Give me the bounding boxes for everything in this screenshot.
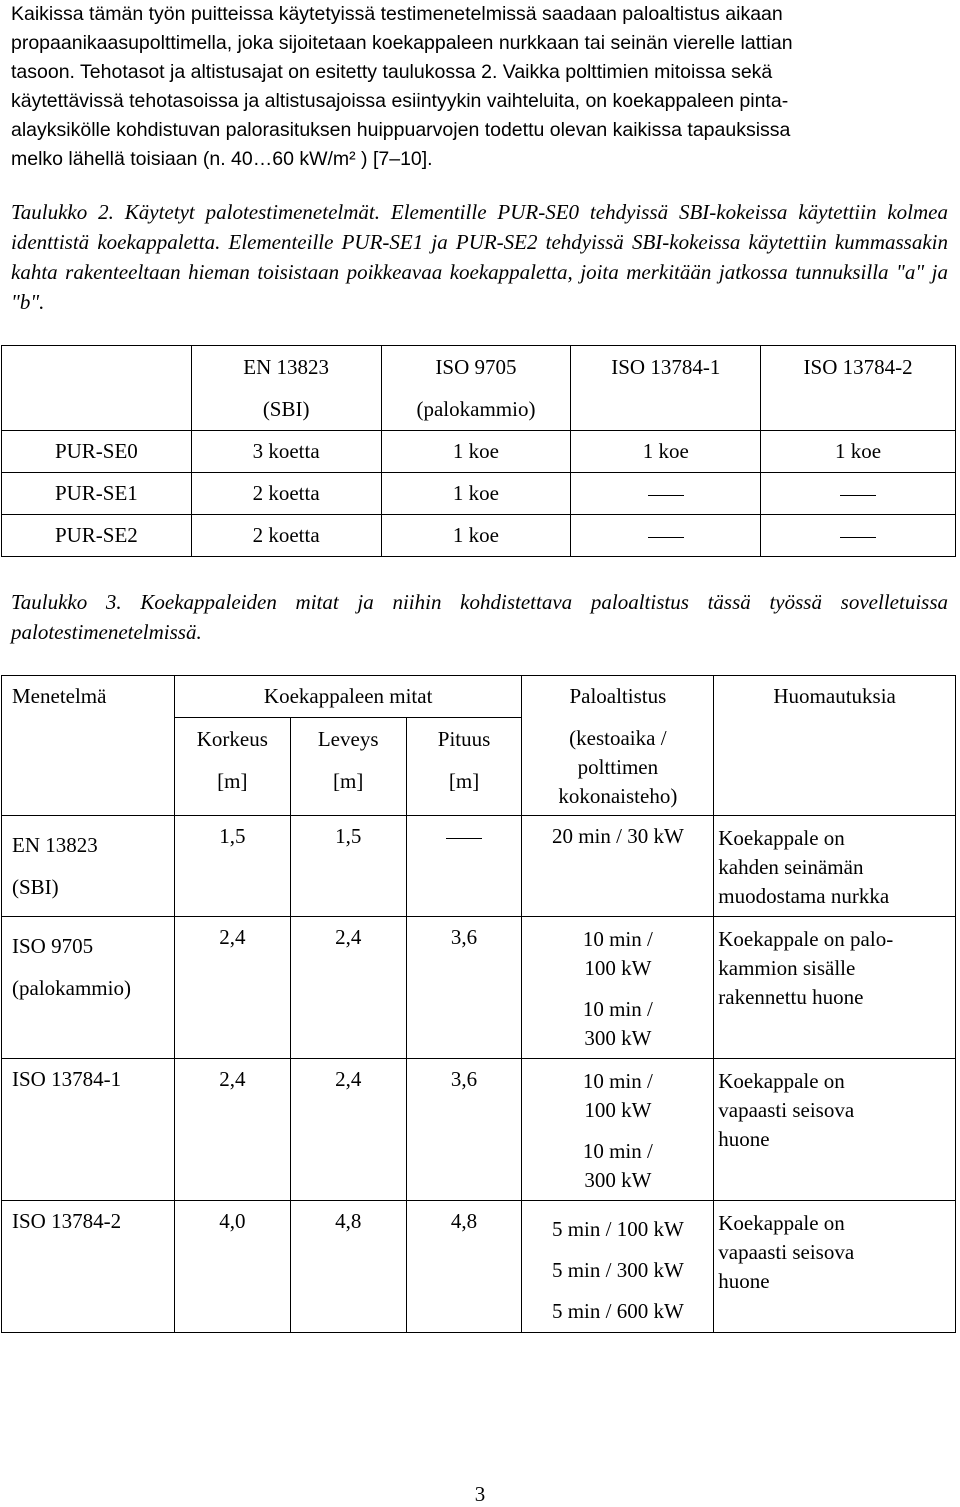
table-cell: [761, 473, 956, 515]
table-cell-fire: 5 min / 100 kW 5 min / 300 kW 5 min / 600 kW: [522, 1201, 714, 1333]
intro-line: käytettävissä tehotasoissa ja altistusajoissa esiintyykin vaihteluita, on koekappaleen pinta-: [11, 90, 789, 112]
table-row: [2, 917, 956, 1059]
table2-caption: Taulukko 2. Käytetyt palotestimenetelmät. Elementille PUR-SE0 tehdyissä SBI-kokeissa käytettiin kolmea identtistä koekappaletta. Elementeille PUR-SE1 ja PUR-SE2 tehdyissä SBI-kokeissa käytettiin kummassakin kahta rakenteeltaan hieman toisistaan poikkeavaa koekappaletta, joita merkitään jatkossa tunnuksilla "a" ja "b".: [11, 200, 948, 314]
table-cell: 1 koe: [571, 431, 761, 473]
table2-header-cell: ISO 9705 (palokammio): [381, 346, 571, 431]
table2: [1, 345, 956, 557]
table-cell-fire: 10 min / 100 kW 10 min / 300 kW: [522, 917, 714, 1059]
table-row: [2, 431, 956, 473]
table-cell-notes: Koekappale on vapaasti seisova huone: [714, 1201, 956, 1333]
table-cell: PUR-SE0: [2, 431, 192, 473]
dash-mark: [840, 537, 876, 538]
table-cell: 2,4: [290, 917, 406, 1059]
table-cell: 2 koetta: [191, 473, 381, 515]
table2-header-empty: [2, 346, 192, 431]
table-cell-notes: Koekappale on kahden seinämän muodostama nurkka: [714, 816, 956, 917]
table-cell: 1 koe: [381, 431, 571, 473]
table-cell: [571, 473, 761, 515]
table-cell-fire: 10 min / 100 kW 10 min / 300 kW: [522, 1059, 714, 1201]
table-row: [2, 515, 956, 557]
intro-line: alayksikölle kohdistuvan palorasituksen huippuarvojen todettu olevan kaikissa tapauksissa: [11, 119, 791, 141]
page-number: 3: [474, 1482, 486, 1506]
table-cell: 2 koetta: [191, 515, 381, 557]
table-cell: 1 koe: [381, 515, 571, 557]
table-cell: PUR-SE2: [2, 515, 192, 557]
table-cell: 4,0: [174, 1201, 290, 1333]
table-cell: 3 koetta: [191, 431, 381, 473]
intro-line: melko lähellä toisiaan (n. 40…60 kW/m² ) [7–10].: [11, 148, 433, 170]
table3-caption: Taulukko 3. Koekappaleiden mitat ja niihin kohdistettava paloaltistus tässä työssä sovelletuissa palotestimenetelmissä.: [11, 590, 948, 644]
table-cell-notes: Koekappale on vapaasti seisova huone: [714, 1059, 956, 1201]
table-cell: 20 min / 30 kW: [522, 816, 714, 917]
table-cell: 3,6: [406, 1059, 522, 1201]
table-cell-method: EN 13823 (SBI): [2, 816, 175, 917]
table3-header-dims: Koekappaleen mitat: [174, 676, 522, 718]
table3: [1, 675, 956, 1333]
table-cell: [406, 816, 522, 917]
table-cell-notes: Koekappale on palo- kammion sisälle rakennettu huone: [714, 917, 956, 1059]
intro-line: propaanikaasupolttimella, joka sijoitetaan koekappaleen nurkkaan tai seinän vierelle lattian: [11, 32, 793, 54]
table-cell: PUR-SE1: [2, 473, 192, 515]
table-cell: 4,8: [406, 1201, 522, 1333]
dash-mark: [648, 495, 684, 496]
table-row: [2, 816, 956, 917]
table2-header-row: [2, 346, 956, 431]
dash-mark: [446, 838, 482, 839]
intro-paragraph: [11, 0, 948, 174]
table-cell-method: ISO 9705 (palokammio): [2, 917, 175, 1059]
table3-header-notes: Huomautuksia: [714, 676, 956, 816]
table3-header-height: Korkeus [m]: [174, 718, 290, 816]
table-cell-method: ISO 13784-1: [2, 1059, 175, 1201]
table-cell: 2,4: [174, 917, 290, 1059]
table-cell-method: ISO 13784-2: [2, 1201, 175, 1333]
table-cell: [571, 515, 761, 557]
table-cell: 1,5: [290, 816, 406, 917]
table-cell: 1,5: [174, 816, 290, 917]
table3-header-fire-sub: (kestoaika / polttimen kokonaisteho): [522, 718, 714, 816]
table2-header-cell: ISO 13784-1: [571, 346, 761, 431]
intro-line: Kaikissa tämän työn puitteissa käytetyissä testimenetelmissä saadaan paloaltistus aikaan: [11, 3, 783, 25]
table-cell: 2,4: [290, 1059, 406, 1201]
table3-header-row: [2, 676, 956, 718]
table-cell: 2,4: [174, 1059, 290, 1201]
table2-header-cell: EN 13823 (SBI): [191, 346, 381, 431]
table-cell: 1 koe: [761, 431, 956, 473]
dash-mark: [840, 495, 876, 496]
table-row: [2, 473, 956, 515]
table3-header-method: Menetelmä: [2, 676, 175, 816]
intro-line: tasoon. Tehotasot ja altistusajat on esitetty taulukossa 2. Vaikka polttimien mitoissa sekä: [11, 61, 773, 83]
table3-header-length: Pituus [m]: [406, 718, 522, 816]
table-cell: [761, 515, 956, 557]
dash-mark: [648, 537, 684, 538]
table-row: [2, 1059, 956, 1201]
table-cell: 4,8: [290, 1201, 406, 1333]
table-row: [2, 1201, 956, 1333]
table-cell: 3,6: [406, 917, 522, 1059]
table3-header-width: Leveys [m]: [290, 718, 406, 816]
table-cell: 1 koe: [381, 473, 571, 515]
table3-header-fire: Paloaltistus: [522, 676, 714, 718]
table2-header-cell: ISO 13784-2: [761, 346, 956, 431]
